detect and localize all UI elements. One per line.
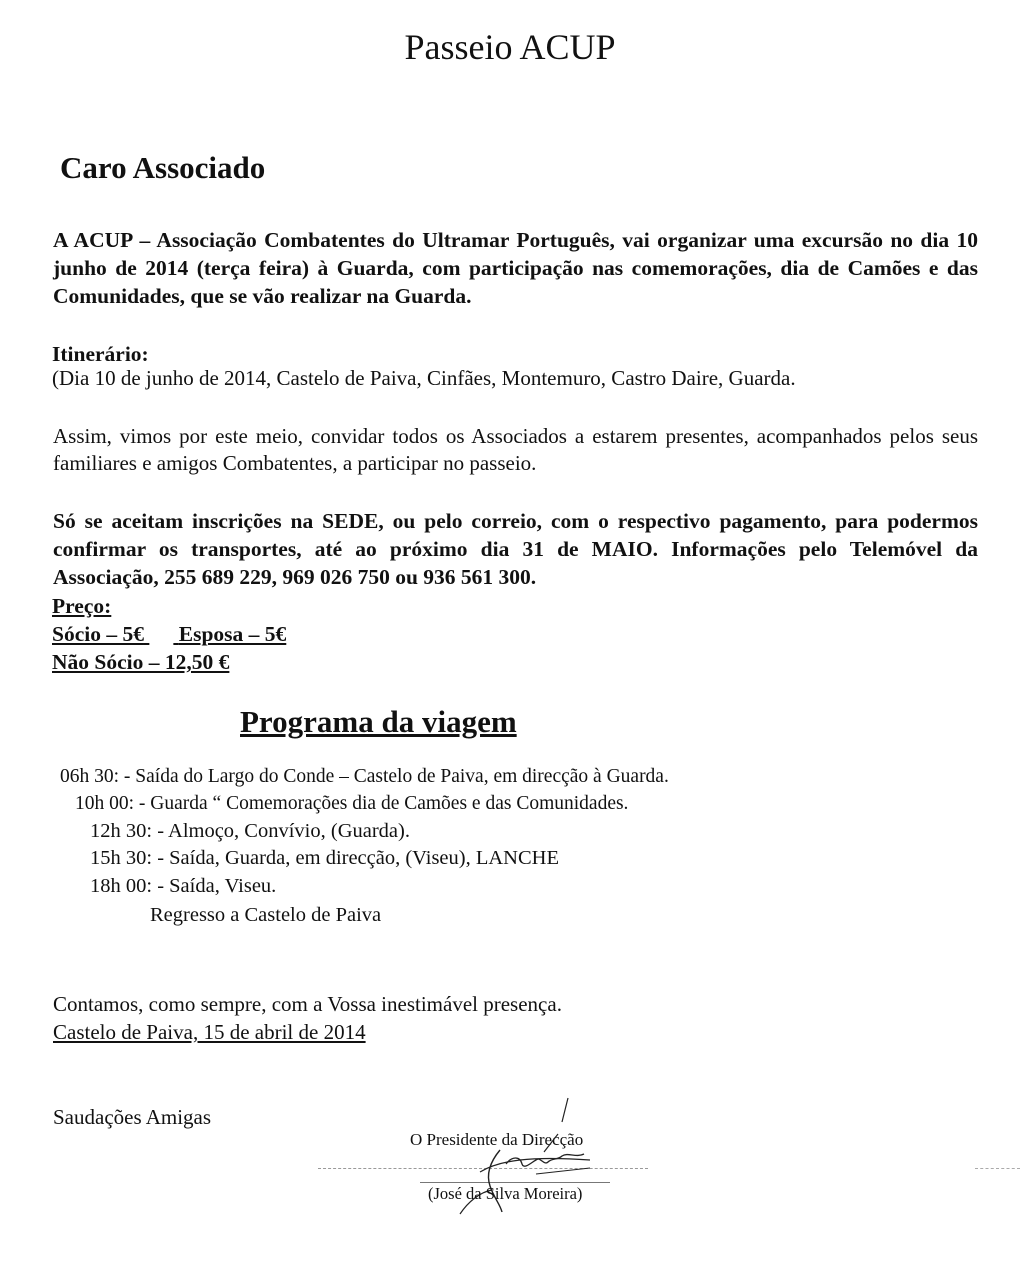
schedule-item: Regresso a Castelo de Paiva xyxy=(150,904,382,926)
price-non-member: Não Sócio – 12,50 € xyxy=(52,650,230,674)
schedule-item: 18h 00: - Saída, Viseu. xyxy=(90,875,277,897)
schedule-item: 12h 30: - Almoço, Convívio, (Guarda). xyxy=(90,820,410,842)
itinerary-text: (Dia 10 de junho de 2014, Castelo de Paiva, Cinfães, Montemuro, Castro Daire, Guarda. xyxy=(52,366,796,390)
schedule-item: 10h 00: - Guarda “ Comemorações dia de Camões e das Comunidades. xyxy=(75,793,629,814)
price-member xyxy=(52,622,286,647)
price-member-label: Sócio – 5€ xyxy=(52,622,144,646)
invite-paragraph: Assim, vimos por este meio, convidar todos os Associados a estarem presentes, acompanhados pelos seus familiares e amigos Combatentes, a participar no passeio. xyxy=(53,424,978,475)
place-date: Castelo de Paiva, 15 de abril de 2014 xyxy=(53,1020,366,1044)
price-spouse-label: Esposa – 5€ xyxy=(178,622,287,646)
schedule-item: 15h 30: - Saída, Guarda, em direcção, (Viseu), LANCHE xyxy=(90,847,559,869)
signatory-role: O Presidente da Direcção xyxy=(410,1130,584,1149)
page-title: Passeio ACUP xyxy=(404,27,616,67)
greeting: Saudações Amigas xyxy=(53,1105,212,1129)
price-heading: Preço: xyxy=(52,594,112,618)
intro-paragraph: A ACUP – Associação Combatentes do Ultramar Português, vai organizar uma excursão no dia 10 junho de 2014 (terça feira) à Guarda, com participação nas comemorações, dia de Camões e das Comunidades, que se vão realizar na Guarda. xyxy=(53,228,978,308)
schedule-item: 06h 30: - Saída do Largo do Conde – Castelo de Paiva, em direcção à Guarda. xyxy=(60,766,669,787)
edge-dashed-line xyxy=(975,1168,1020,1169)
program-title: Programa da viagem xyxy=(240,704,517,739)
signatory-name: (José da Silva Moreira) xyxy=(428,1184,583,1203)
salutation: Caro Associado xyxy=(60,150,266,185)
closing-line: Contamos, como sempre, com a Vossa inestimável presença. xyxy=(53,992,562,1016)
registration-paragraph: Só se aceitam inscrições na SEDE, ou pelo correio, com o respectivo pagamento, para podermos confirmar os transportes, até ao próximo dia 31 de MAIO. Informações pelo Telemóvel da Associação, 255 689 229, 969 026 750 ou 936 561 300. xyxy=(53,509,978,589)
itinerary-heading: Itinerário: xyxy=(52,342,149,366)
